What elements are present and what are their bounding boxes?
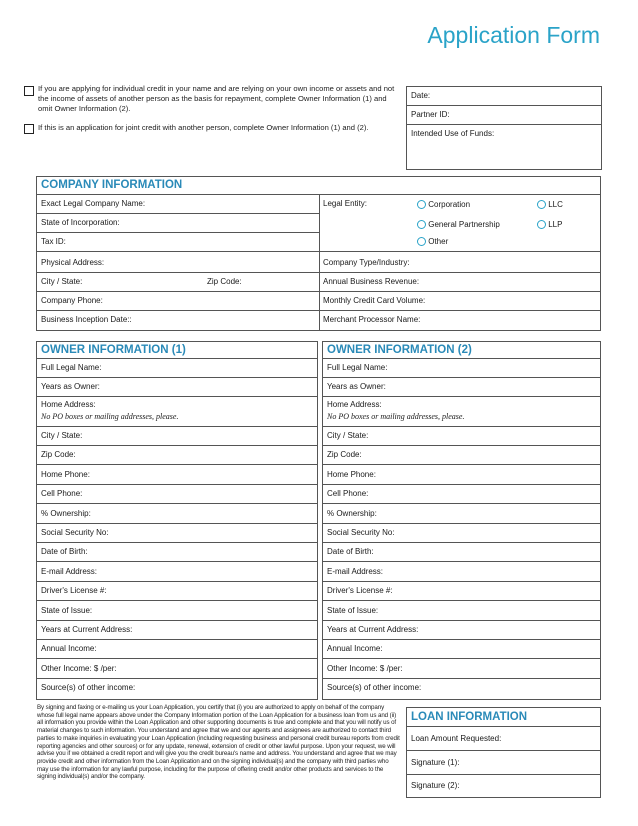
partner-id-label: Partner ID: (411, 110, 450, 119)
other-radio[interactable] (417, 237, 426, 246)
owner1-section (36, 341, 318, 700)
loan-amount-label: Loan Amount Requested: (411, 734, 502, 743)
owner1-field-label: Zip Code: (41, 450, 76, 460)
company-phone-label: Company Phone: (41, 296, 103, 305)
page-title: Application Form (427, 22, 600, 48)
owner2-field-label: Driver's License #: (327, 586, 393, 596)
owner1-field-label: % Ownership: (41, 508, 91, 518)
joint-credit-checkbox[interactable] (24, 124, 34, 134)
owner1-field-row[interactable] (37, 466, 317, 485)
company-section (36, 176, 601, 331)
signature1-field[interactable] (407, 751, 600, 775)
owner2-field-row[interactable] (323, 563, 600, 582)
owner2-home-address-field[interactable] (323, 397, 600, 427)
disclaimer-text: By signing and faxing or e-mailing us your Loan Application, you certify that (i) you are authorized to apply on behalf of the company whose full legal name appears above under the Company Information portion of the Loan Application for a business loan from us and (ii) all information you provide within the Loan Application and other supporting documents is true and complete and that you will notify us of material changes to such information. You understand and agree that we and our agents and assignees are authorized to contact third parties to make inquiries in evaluating your Loan Application (including requesting business and personal credit bureau reports from credit reporting agencies and other sources) or for any update, renewal, extension of credit or other lawful purpose. Upon your request, we will advise you if we obtained a credit report and will give you the credit bureau's name and address. You understand and agree that we may provide credit and other information from the Loan Application and on the signing individual(s) and the company with third parties who may use the information for any lawful purpose, including for the purpose of offering credit and/or other products and services to the signing individual(s) and/or the company. (37, 704, 400, 781)
intended-use-field[interactable] (407, 125, 601, 169)
joint-credit-text: If this is an application for joint credit with another person, complete Owner Information (1) and (2). (38, 123, 369, 132)
owner2-field-row[interactable] (323, 446, 600, 465)
llp-radio[interactable] (537, 220, 546, 229)
owner1-home-address-label: Home Address: (41, 400, 96, 409)
owner1-field-label: City / State: (41, 431, 83, 440)
owner2-field-row[interactable] (323, 466, 600, 485)
owner1-field-row[interactable] (37, 446, 317, 465)
owner2-field-row[interactable] (323, 660, 600, 679)
llc-radio[interactable] (537, 200, 546, 209)
owner2-field-label: E-mail Address: (327, 566, 384, 576)
state-inc-field[interactable] (37, 214, 319, 233)
corporation-radio[interactable] (417, 200, 426, 209)
tax-id-field[interactable] (37, 233, 319, 252)
processor-label: Merchant Processor Name: (323, 315, 421, 324)
owner2-field-label: % Ownership: (327, 508, 377, 518)
cc-volume-label: Monthly Credit Card Volume: (323, 296, 426, 305)
owner1-field-label: Annual Income: (41, 644, 97, 654)
owner2-field-label: State of Issue: (327, 605, 379, 615)
owner2-section (322, 341, 601, 700)
owner2-field-label: Cell Phone: (327, 489, 369, 499)
owner2-field-label: Years at Current Address: (327, 625, 419, 634)
owner1-header: OWNER INFORMATION (1) (37, 342, 317, 359)
owner1-field-label: State of Issue: (41, 605, 93, 615)
owner1-home-address-field[interactable] (37, 397, 317, 427)
owner1-years-owner-field[interactable] (37, 378, 317, 397)
intended-use-label: Intended Use of Funds: (411, 129, 495, 138)
owner1-field-label: Cell Phone: (41, 489, 83, 499)
owner1-field-row[interactable] (37, 543, 317, 562)
owner1-field-label: Driver's License #: (41, 586, 107, 596)
general-partnership-radio[interactable] (417, 220, 426, 229)
city-state-label: City / State: (41, 277, 83, 286)
owner2-field-label: Annual Income: (327, 644, 383, 654)
legal-name-label: Exact Legal Company Name: (41, 199, 146, 208)
owner1-field-row[interactable] (37, 621, 317, 640)
admin-box (406, 86, 602, 170)
owner1-field-row[interactable] (37, 485, 317, 504)
entity-other[interactable] (417, 237, 448, 246)
company-type-field[interactable] (319, 254, 600, 273)
owner2-field-label: Source(s) of other income: (327, 683, 422, 693)
company-header: COMPANY INFORMATION (37, 177, 600, 195)
date-label: Date: (411, 91, 431, 100)
llc-label: LLC (548, 200, 563, 209)
owner1-field-label: Date of Birth: (41, 547, 88, 557)
owner2-home-note: No PO boxes or mailing addresses, please. (327, 412, 465, 421)
physical-address-field[interactable] (37, 254, 319, 273)
owner2-field-label: City / State: (327, 431, 369, 440)
owner1-field-row[interactable] (37, 582, 317, 601)
owner1-field-label: Home Phone: (41, 469, 90, 479)
processor-field[interactable] (319, 311, 600, 330)
owner2-field-label: Other Income: $ /per: (327, 663, 403, 673)
legal-entity-label: Legal Entity: (323, 199, 368, 208)
owner2-field-label: Zip Code: (327, 450, 362, 460)
entity-llp[interactable] (537, 220, 562, 229)
owner2-field-row[interactable] (323, 505, 600, 524)
partner-id-field[interactable] (407, 106, 601, 125)
owner2-header: OWNER INFORMATION (2) (323, 342, 600, 359)
annual-revenue-field[interactable] (319, 273, 600, 292)
owner1-field-row[interactable] (37, 640, 317, 659)
annual-revenue-label: Annual Business Revenue: (323, 277, 420, 286)
signature2-field[interactable] (407, 775, 600, 797)
owner1-field-row[interactable] (37, 679, 317, 698)
owner2-field-row[interactable] (323, 679, 600, 698)
owner1-field-label: Other Income: $ /per: (41, 663, 117, 673)
loan-header: LOAN INFORMATION (407, 708, 600, 727)
owner1-field-label: E-mail Address: (41, 566, 98, 576)
owner1-field-label: Years at Current Address: (41, 625, 133, 634)
individual-credit-checkbox[interactable] (24, 86, 34, 96)
signature2-label: Signature (2): (411, 781, 460, 790)
owner1-field-label: Source(s) of other income: (41, 683, 136, 693)
physical-address-label: Physical Address: (41, 258, 105, 267)
owner2-field-row[interactable] (323, 524, 600, 543)
owner2-field-row[interactable] (323, 621, 600, 640)
corporation-label: Corporation (428, 200, 471, 209)
owner1-field-row[interactable] (37, 563, 317, 582)
owner2-home-address-label: Home Address: (327, 400, 382, 409)
date-field[interactable] (407, 87, 601, 106)
owner1-field-row[interactable] (37, 427, 317, 446)
owner1-field-label: Social Security No: (41, 528, 109, 537)
company-type-label: Company Type/Industry: (323, 258, 410, 267)
individual-credit-text: If you are applying for individual credit in your name and are relying on your own income or assets and not the income of assets of another person as the basis for repayment, complete Owner Information (1) and omit Owner Information (2). (38, 84, 395, 113)
owner1-field-row[interactable] (37, 660, 317, 679)
owner1-full-name-label: Full Legal Name: (41, 363, 102, 372)
owner2-field-label: Home Phone: (327, 469, 376, 479)
owner1-field-row[interactable] (37, 505, 317, 524)
entity-general-partnership[interactable] (417, 220, 500, 229)
owner1-full-name-field[interactable] (37, 359, 317, 378)
general-partnership-label: General Partnership (428, 220, 500, 229)
owner2-field-row[interactable] (323, 582, 600, 601)
loan-amount-field[interactable] (407, 727, 600, 751)
owner1-years-owner-label: Years as Owner: (41, 382, 100, 391)
entity-llc[interactable] (537, 200, 563, 209)
owner2-years-owner-field[interactable] (323, 378, 600, 397)
owner2-field-label: Date of Birth: (327, 547, 374, 557)
owner1-field-row[interactable] (37, 524, 317, 543)
zip-label: Zip Code: (207, 277, 242, 286)
tax-id-label: Tax ID: (41, 237, 66, 246)
other-label: Other (428, 237, 449, 246)
company-phone-field[interactable] (37, 292, 319, 311)
owner2-field-row[interactable] (323, 427, 600, 446)
state-inc-label: State of Incorporation: (41, 218, 120, 227)
loan-section (406, 707, 601, 798)
city-state-field[interactable] (37, 273, 319, 292)
owner2-field-row[interactable] (323, 543, 600, 562)
owner2-years-owner-label: Years as Owner: (327, 382, 386, 391)
owner2-full-name-label: Full Legal Name: (327, 363, 388, 372)
llp-label: LLP (548, 220, 563, 229)
owner1-home-note: No PO boxes or mailing addresses, please. (41, 412, 179, 421)
legal-name-field[interactable] (37, 195, 319, 214)
owner1-field-row[interactable] (37, 602, 317, 621)
signature1-label: Signature (1): (411, 758, 460, 767)
owner2-field-row[interactable] (323, 640, 600, 659)
inception-label: Business Inception Date:: (41, 315, 132, 324)
entity-corporation[interactable] (417, 200, 470, 209)
inception-field[interactable] (37, 311, 319, 330)
owner2-field-label: Social Security No: (327, 528, 395, 537)
owner2-field-row[interactable] (323, 602, 600, 621)
owner2-field-row[interactable] (323, 485, 600, 504)
owner2-full-name-field[interactable] (323, 359, 600, 378)
cc-volume-field[interactable] (319, 292, 600, 311)
